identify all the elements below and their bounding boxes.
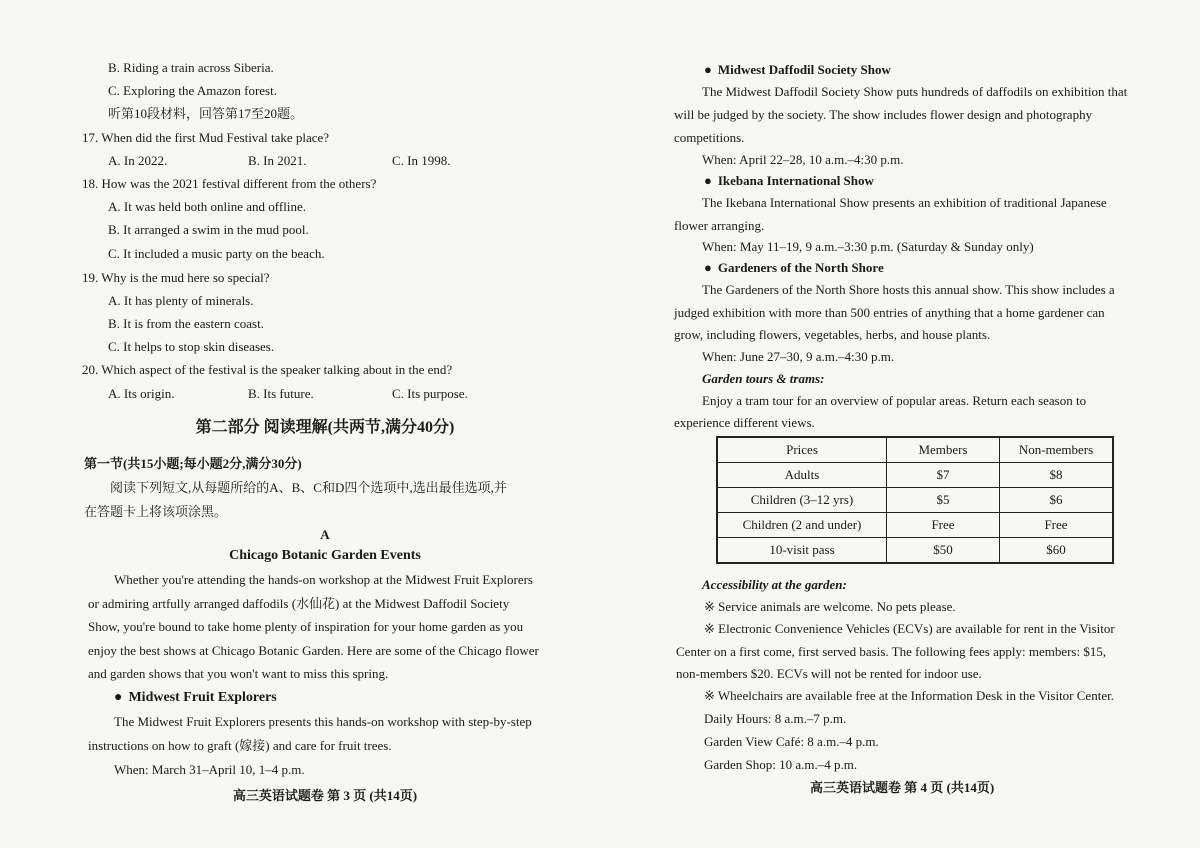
table-row [717,488,1113,513]
member-price: $50 [887,538,1000,564]
price-table [716,436,1114,564]
table-row [717,463,1113,488]
q18-option-c: C. It included a music party on the beach. [108,246,325,261]
left-footer: 高三英语试题卷 第 3 页 (共14页) [232,788,418,803]
instructions-line-1: 阅读下列短文,从每题所给的A、B、C和D四个选项中,选出最佳选项,并 [110,480,507,495]
non-member-price: Free [1000,513,1114,538]
q20-stem: 20. Which aspect of the festival is the speaker talking about in the end? [82,362,453,377]
daffodil-when: When: April 22–28, 10 a.m.–4:30 p.m. [702,152,904,167]
price-table-header [717,437,1113,463]
ikebana-body-line-2: flower arranging. [674,218,765,233]
daily-hours: Daily Hours: 8 a.m.–7 p.m. [704,711,847,726]
non-member-price: $60 [1000,538,1114,564]
fruit-when: When: March 31–April 10, 1–4 p.m. [114,762,305,777]
tours-heading: Garden tours & trams: [702,371,825,386]
row-label: Adults [717,463,887,488]
q17-option-a: A. In 2022. [108,153,168,168]
part2-title: 第二部分 阅读理解(共两节,满分40分) [195,419,455,436]
q19-option-c: C. It helps to stop skin diseases. [108,339,275,354]
q20-option-c: C. Its purpose. [392,386,468,401]
q19-option-b: B. It is from the eastern coast. [108,316,264,331]
member-price: Free [887,513,1000,538]
gardeners-body-line-3: grow, including flowers, vegetables, herbs, and house plants. [674,327,991,342]
q17-option-b: B. In 2021. [248,153,307,168]
member-price: $7 [887,463,1000,488]
member-price: $5 [887,488,1000,513]
section1-title: 第一节(共15小题;每小题2分,满分30分) [84,456,302,471]
intro-line-2: or admiring artfully arranged daffodils (水仙花) at the Midwest Daffodil Society [88,596,510,611]
daffodil-body-line-2: will be judged by the society. The show includes flower design and photography [674,107,1093,122]
q20-option-b: B. Its future. [248,386,314,401]
intro-line-4: enjoy the best shows at Chicago Botanic Garden. Here are some of the Chicago flower [88,643,539,658]
accessibility-line-5: ※ Wheelchairs are available free at the Information Desk in the Visitor Center. [704,688,1114,703]
q17-stem: 17. When did the first Mud Festival take place? [82,130,330,145]
q18-option-a: A. It was held both online and offline. [108,199,306,214]
ikebana-heading: ● Ikebana International Show [704,173,874,189]
non-member-price: $8 [1000,463,1114,488]
right-page [600,0,1200,848]
q17-option-c: C. In 1998. [392,153,451,168]
intro-line-3: Show, you're bound to take home plenty of inspiration for your home garden as you [88,619,524,634]
ikebana-body-line-1: The Ikebana International Show presents an exhibition of traditional Japanese [702,195,1107,210]
right-footer: 高三英语试题卷 第 4 页 (共14页) [810,780,995,795]
q19-option-a: A. It has plenty of minerals. [108,293,254,308]
q16-option-b: B. Riding a train across Siberia. [108,60,274,75]
accessibility-line-3: Center on a first come, first served basis. The following fees apply: members: $15, [676,644,1107,659]
accessibility-line-1: ※ Service animals are welcome. No pets please. [704,599,956,614]
accessibility-line-2: ※ Electronic Convenience Vehicles (ECVs) are available for rent in the Visitor [704,621,1115,636]
row-label: 10-visit pass [717,538,887,564]
table-row [717,513,1113,538]
gardeners-when: When: June 27–30, 9 a.m.–4:30 p.m. [702,349,895,364]
q16-option-c: C. Exploring the Amazon forest. [108,83,277,98]
row-label: Children (2 and under) [717,513,887,538]
fruit-body-line-2: instructions on how to graft (嫁接) and care for fruit trees. [88,738,392,753]
intro-line-5: and garden shows that you won't want to miss this spring. [88,666,389,681]
passage-title: Chicago Botanic Garden Events [229,548,421,563]
gardeners-body-line-2: judged exhibition with more than 500 entries of anything that a home gardener can [674,305,1105,320]
ikebana-when: When: May 11–19, 9 a.m.–3:30 p.m. (Saturday & Sunday only) [702,239,1034,254]
tours-body-line-1: Enjoy a tram tour for an overview of popular areas. Return each season to [702,393,1087,408]
cafe-hours: Garden View Café: 8 a.m.–4 p.m. [704,734,879,749]
non-member-price: $6 [1000,488,1114,513]
accessibility-line-4: non-members $20. ECVs will not be rented for indoor use. [676,666,982,681]
daffodil-body-line-1: The Midwest Daffodil Society Show puts hundreds of daffodils on exhibition that [702,84,1128,99]
intro-line-1: Whether you're attending the hands-on workshop at the Midwest Fruit Explorers [114,572,533,587]
instruction-17-20: 听第10段材料，回答第17至20题。 [108,106,304,121]
gardeners-heading: ● Gardeners of the North Shore [704,260,884,276]
q20-option-a: A. Its origin. [108,386,175,401]
q18-option-b: B. It arranged a swim in the mud pool. [108,222,309,237]
shop-hours: Garden Shop: 10 a.m.–4 p.m. [704,757,858,772]
gardeners-body-line-1: The Gardeners of the North Shore hosts this annual show. This show includes a [702,282,1115,297]
accessibility-heading: Accessibility at the garden: [702,577,847,592]
fruit-body-line-1: The Midwest Fruit Explorers presents this hands-on workshop with step-by-step [114,714,532,729]
tours-body-line-2: experience different views. [674,415,815,430]
q18-stem: 18. How was the 2021 festival different from the others? [82,176,377,191]
row-label: Children (3–12 yrs) [717,488,887,513]
header-members: Members [887,437,1000,463]
header-non-members: Non-members [1000,437,1114,463]
q19-stem: 19. Why is the mud here so special? [82,270,270,285]
table-row [717,538,1113,564]
instructions-line-2: 在答题卡上将该项涂黑。 [84,504,228,519]
daffodil-body-line-3: competitions. [674,130,745,145]
daffodil-heading: ● Midwest Daffodil Society Show [704,62,891,78]
passage-letter: A [320,527,330,542]
fruit-explorers-heading: ● Midwest Fruit Explorers [114,690,277,706]
header-prices: Prices [717,437,887,463]
